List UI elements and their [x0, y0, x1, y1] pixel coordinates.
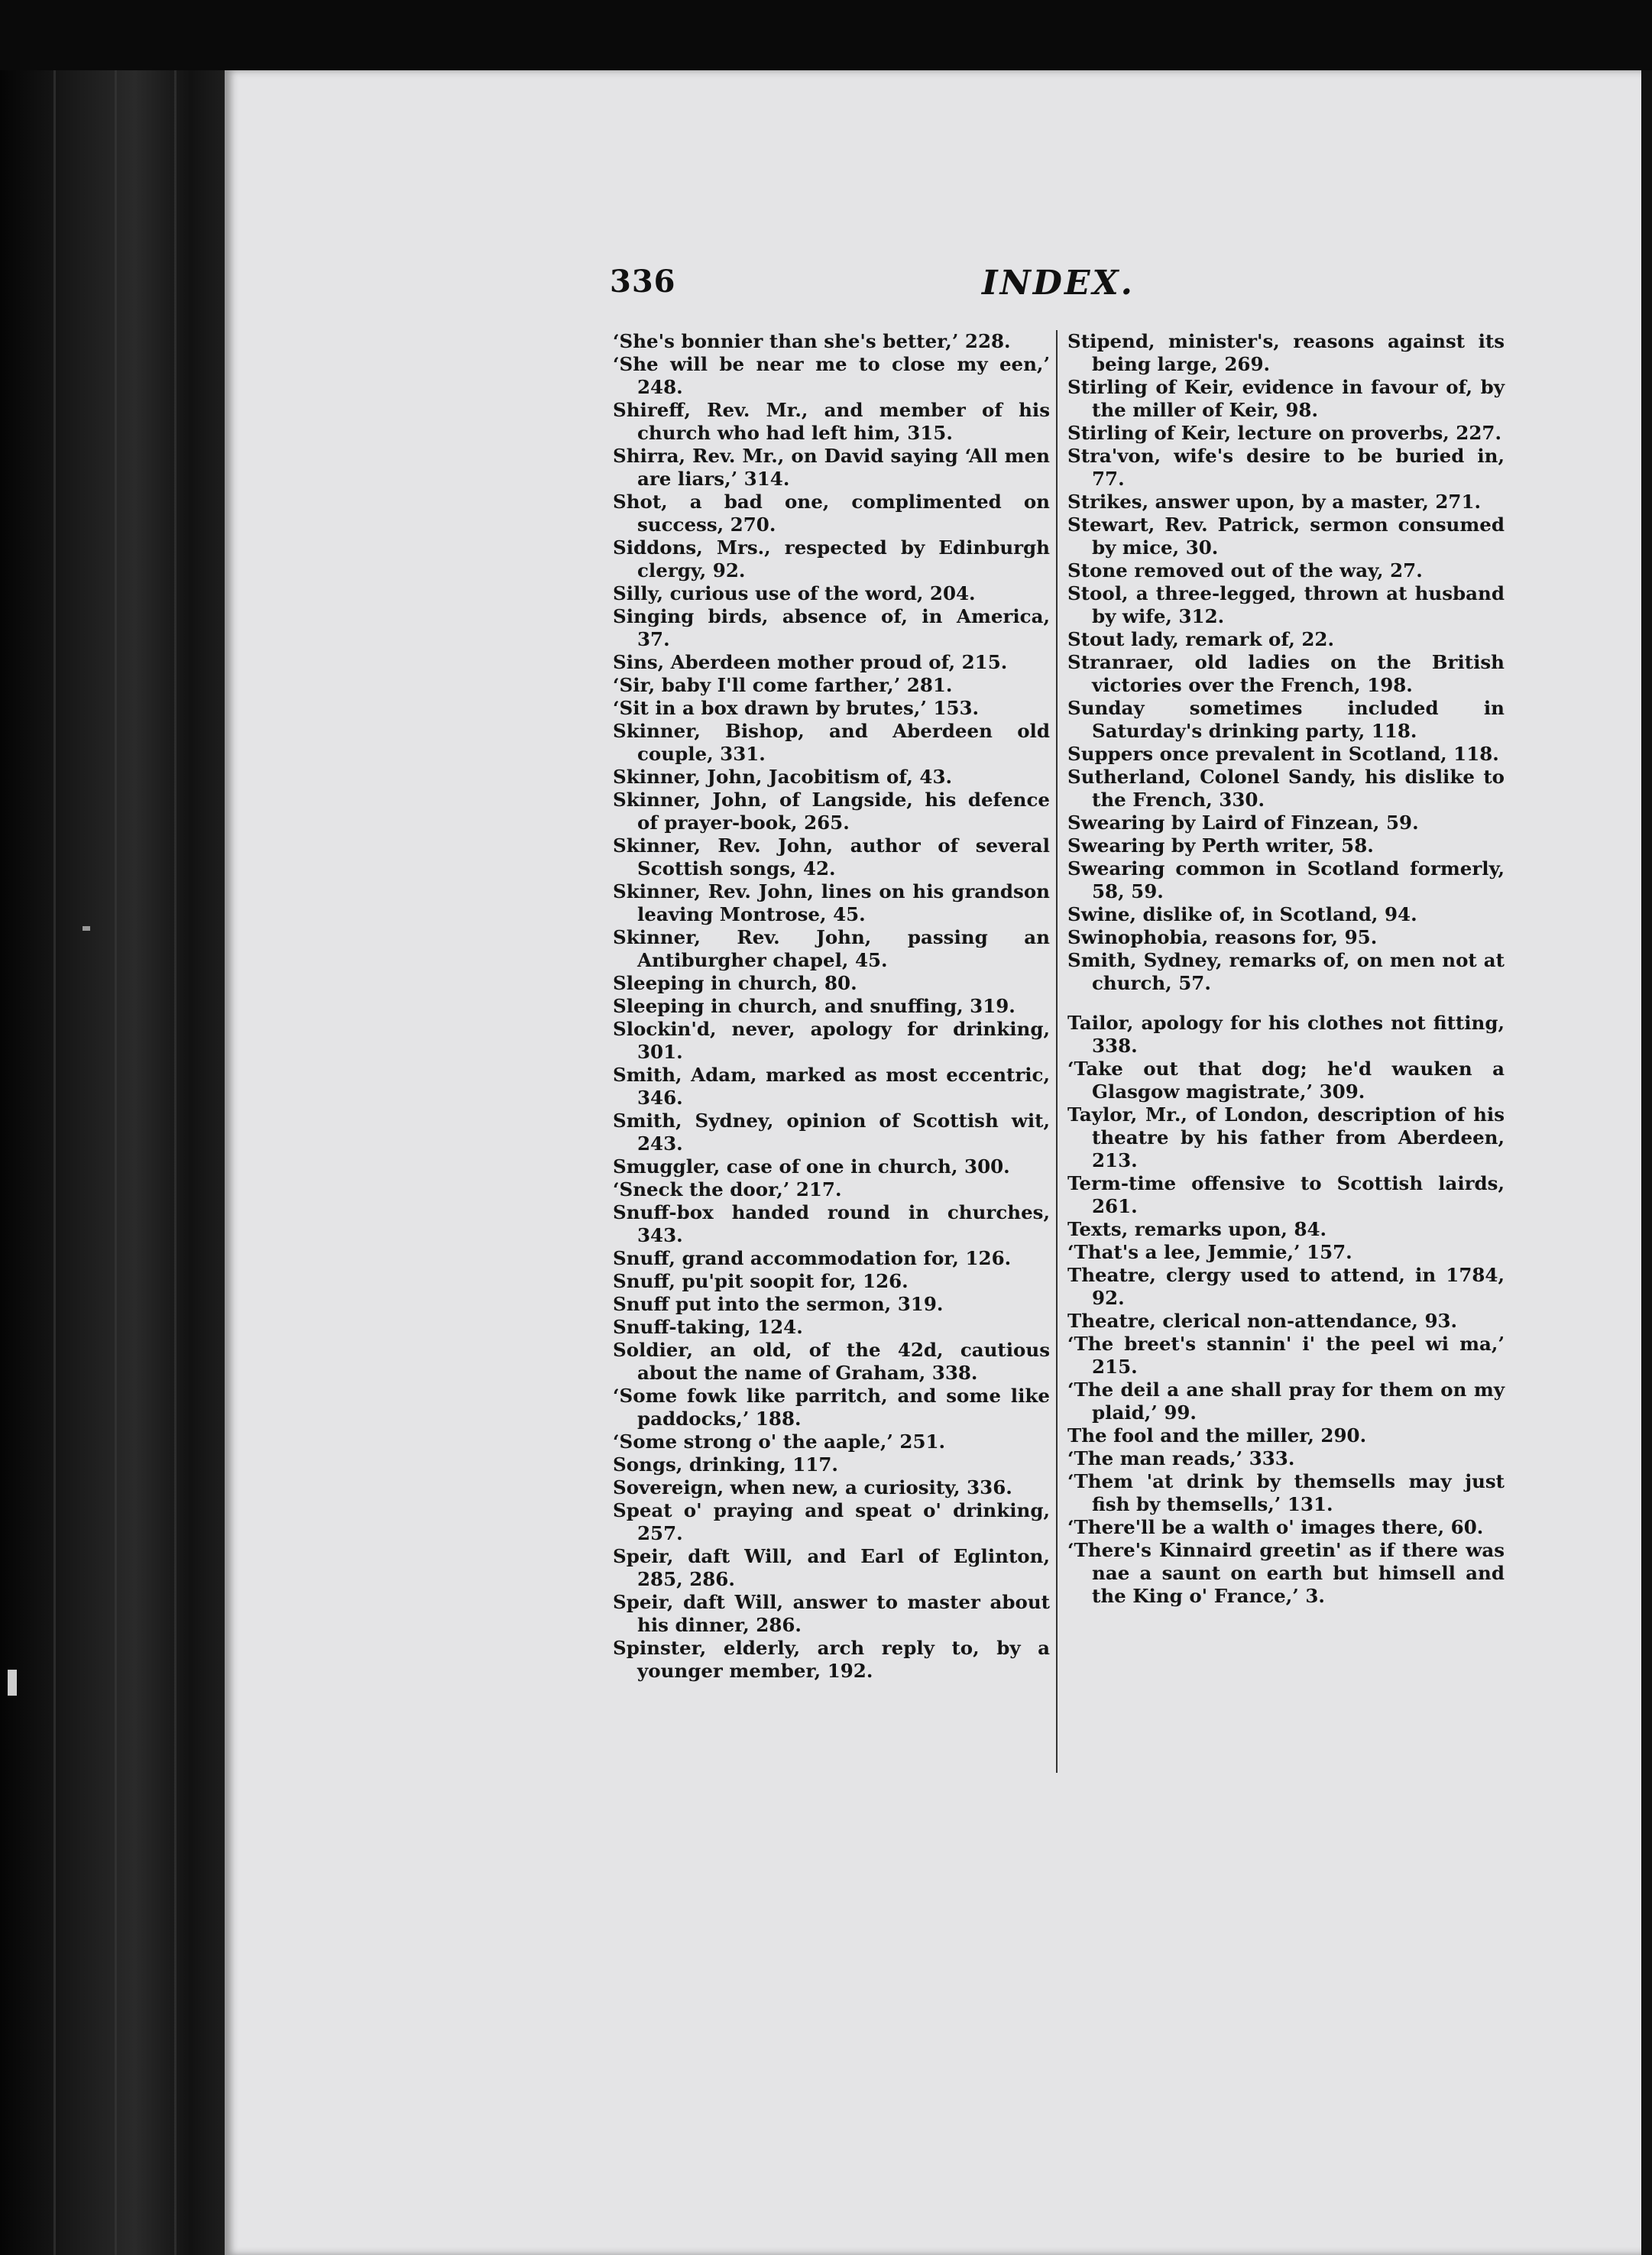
index-entry: Stewart, Rev. Patrick, sermon consumed by mice, 30.	[1067, 514, 1505, 559]
index-entry: Strikes, answer upon, by a master, 271.	[1067, 491, 1482, 513]
index-entry: Shot, a bad one, complimented on success, 270.	[613, 491, 1050, 536]
index-entry: Skinner, Bishop, and Aberdeen old couple, 331.	[613, 720, 1050, 765]
scan-speck	[83, 926, 90, 931]
index-entry: Swinophobia, reasons for, 95.	[1067, 926, 1378, 948]
index-entry: Taylor, Mr., of London, description of his theatre by his father from Aberdeen, 213.	[1067, 1103, 1505, 1171]
index-entry: Stout lady, remark of, 22.	[1067, 628, 1335, 650]
index-entry: Suppers once prevalent in Scotland, 118.	[1067, 743, 1499, 765]
index-entry: Smith, Sydney, remarks of, on men not at church, 57.	[1067, 949, 1505, 994]
index-entry: Texts, remarks upon, 84.	[1067, 1218, 1327, 1240]
column-divider	[1056, 330, 1058, 1773]
index-entry: Skinner, John, of Langside, his defence of prayer-book, 265.	[613, 789, 1050, 834]
index-entry: ‘Some fowk like parritch, and some like paddocks,’ 188.	[613, 1385, 1050, 1430]
index-entry: ‘Some strong o' the aaple,’ 251.	[613, 1430, 946, 1453]
index-entry: Songs, drinking, 117.	[613, 1453, 838, 1476]
index-entry: Silly, curious use of the word, 204.	[613, 582, 976, 604]
index-entry: Skinner, Rev. John, passing an Antiburgher chapel, 45.	[613, 926, 1050, 971]
index-entry: Smith, Adam, marked as most eccentric, 346.	[613, 1064, 1050, 1109]
index-entry: Snuff, grand accommodation for, 126.	[613, 1247, 1012, 1269]
index-entry: Singing birds, absence of, in America, 37.	[613, 605, 1050, 650]
index-entry: ‘Sneck the door,’ 217.	[613, 1178, 842, 1200]
index-entry: Sleeping in church, and snuffing, 319.	[613, 995, 1015, 1017]
spine-streak	[115, 70, 117, 2255]
index-entry: ‘Them 'at drink by themsells may just fish by themsells,’ 131.	[1067, 1470, 1505, 1515]
index-entry: Speir, daft Will, and Earl of Eglinton, 285, 286.	[613, 1545, 1050, 1590]
page-title: INDEX.	[982, 264, 1135, 303]
index-entry: Snuff, pu'pit soopit for, 126.	[613, 1270, 909, 1292]
index-entry: Snuff put into the sermon, 319.	[613, 1293, 944, 1315]
page-number: 336	[610, 264, 676, 300]
index-entry: Sins, Aberdeen mother proud of, 215.	[613, 651, 1008, 673]
index-entry: Snuff-taking, 124.	[613, 1316, 803, 1338]
index-entry: ‘That's a lee, Jemmie,’ 157.	[1067, 1241, 1352, 1263]
index-entry: Swearing by Laird of Finzean, 59.	[1067, 812, 1419, 834]
index-entry: Speat o' praying and speat o' drinking, 257.	[613, 1499, 1050, 1544]
index-entry: Stirling of Keir, evidence in favour of, by the miller of Keir, 98.	[1067, 376, 1505, 421]
index-entry: Soldier, an old, of the 42d, cautious about the name of Graham, 338.	[613, 1339, 1050, 1384]
index-entry: Sovereign, when new, a curiosity, 336.	[613, 1476, 1012, 1498]
index-entry: Stone removed out of the way, 27.	[1067, 559, 1423, 582]
index-entry: Smith, Sydney, opinion of Scottish wit, 243.	[613, 1110, 1050, 1155]
index-entry: Swearing common in Scotland formerly, 58, 59.	[1067, 857, 1505, 902]
index-entry: Stipend, minister's, reasons against its being large, 269.	[1067, 330, 1505, 375]
spine-streak	[174, 70, 177, 2255]
index-entry: Siddons, Mrs., respected by Edinburgh clergy, 92.	[613, 536, 1050, 582]
index-entry: Tailor, apology for his clothes not fitting, 338.	[1067, 1012, 1505, 1057]
index-entry: Theatre, clergy used to attend, in 1784, 92.	[1067, 1264, 1505, 1309]
index-entry: Sleeping in church, 80.	[613, 972, 857, 994]
index-entry: ‘There'll be a walth o' images there, 60.	[1067, 1516, 1484, 1538]
index-entry: ‘She will be near me to close my een,’ 248.	[613, 353, 1050, 398]
scan-right-border	[1641, 70, 1652, 2255]
index-entry: Stirling of Keir, lecture on proverbs, 227.	[1067, 422, 1501, 444]
index-entry: Swine, dislike of, in Scotland, 94.	[1067, 903, 1417, 925]
index-entry: Smuggler, case of one in church, 300.	[613, 1155, 1010, 1178]
index-entry: Sunday sometimes included in Saturday's drinking party, 118.	[1067, 697, 1505, 742]
index-entry: ‘There's Kinnaird greetin' as if there was nae a saunt on earth but himsell and the King o' France,’ 3.	[1067, 1539, 1505, 1607]
index-entry: Snuff-box handed round in churches, 343.	[613, 1201, 1050, 1246]
index-entry: ‘The breet's stannin' i' the peel wi ma,’ 215.	[1067, 1333, 1505, 1378]
index-column-right	[1067, 330, 1505, 1608]
index-entry: Sutherland, Colonel Sandy, his dislike to the French, 330.	[1067, 766, 1505, 811]
index-entry: ‘The man reads,’ 333.	[1067, 1447, 1295, 1469]
index-entry: Slockin'd, never, apology for drinking, 301.	[613, 1018, 1050, 1063]
index-entry: Theatre, clerical non-attendance, 93.	[1067, 1310, 1458, 1332]
index-entry: Shirra, Rev. Mr., on David saying ‘All men are liars,’ 314.	[613, 445, 1050, 490]
index-entry: Term-time offensive to Scottish lairds, 261.	[1067, 1172, 1505, 1217]
index-entry: Spinster, elderly, arch reply to, by a younger member, 192.	[613, 1637, 1050, 1682]
index-entry: Swearing by Perth writer, 58.	[1067, 834, 1374, 857]
index-entry: Skinner, John, Jacobitism of, 43.	[613, 766, 953, 788]
index-entry: ‘She's bonnier than she's better,’ 228.	[613, 330, 1011, 352]
index-entry: Stranraer, old ladies on the British victories over the French, 198.	[1067, 651, 1505, 696]
scan-top-border	[0, 0, 1652, 70]
index-entry: Stra'von, wife's desire to be buried in, 77.	[1067, 445, 1505, 490]
book-spine	[0, 70, 225, 2255]
index-entry: Stool, a three-legged, thrown at husband by wife, 312.	[1067, 582, 1505, 627]
index-entry: Speir, daft Will, answer to master about his dinner, 286.	[613, 1591, 1050, 1636]
index-entry: ‘Sir, baby I'll come farther,’ 281.	[613, 674, 953, 696]
index-entry: ‘Sit in a box drawn by brutes,’ 153.	[613, 697, 980, 719]
scan-speck	[8, 1670, 17, 1696]
index-entry: Skinner, Rev. John, lines on his grandson leaving Montrose, 45.	[613, 880, 1050, 925]
spine-streak	[53, 70, 56, 2255]
index-column-left	[613, 330, 1050, 1683]
index-entry: The fool and the miller, 290.	[1067, 1424, 1367, 1447]
index-entry: ‘The deil a ane shall pray for them on my plaid,’ 99.	[1067, 1379, 1505, 1424]
index-entry: Skinner, Rev. John, author of several Scottish songs, 42.	[613, 834, 1050, 880]
index-entry: Shireff, Rev. Mr., and member of his church who had left him, 315.	[613, 399, 1050, 444]
index-entry: ‘Take out that dog; he'd wauken a Glasgow magistrate,’ 309.	[1067, 1058, 1505, 1103]
